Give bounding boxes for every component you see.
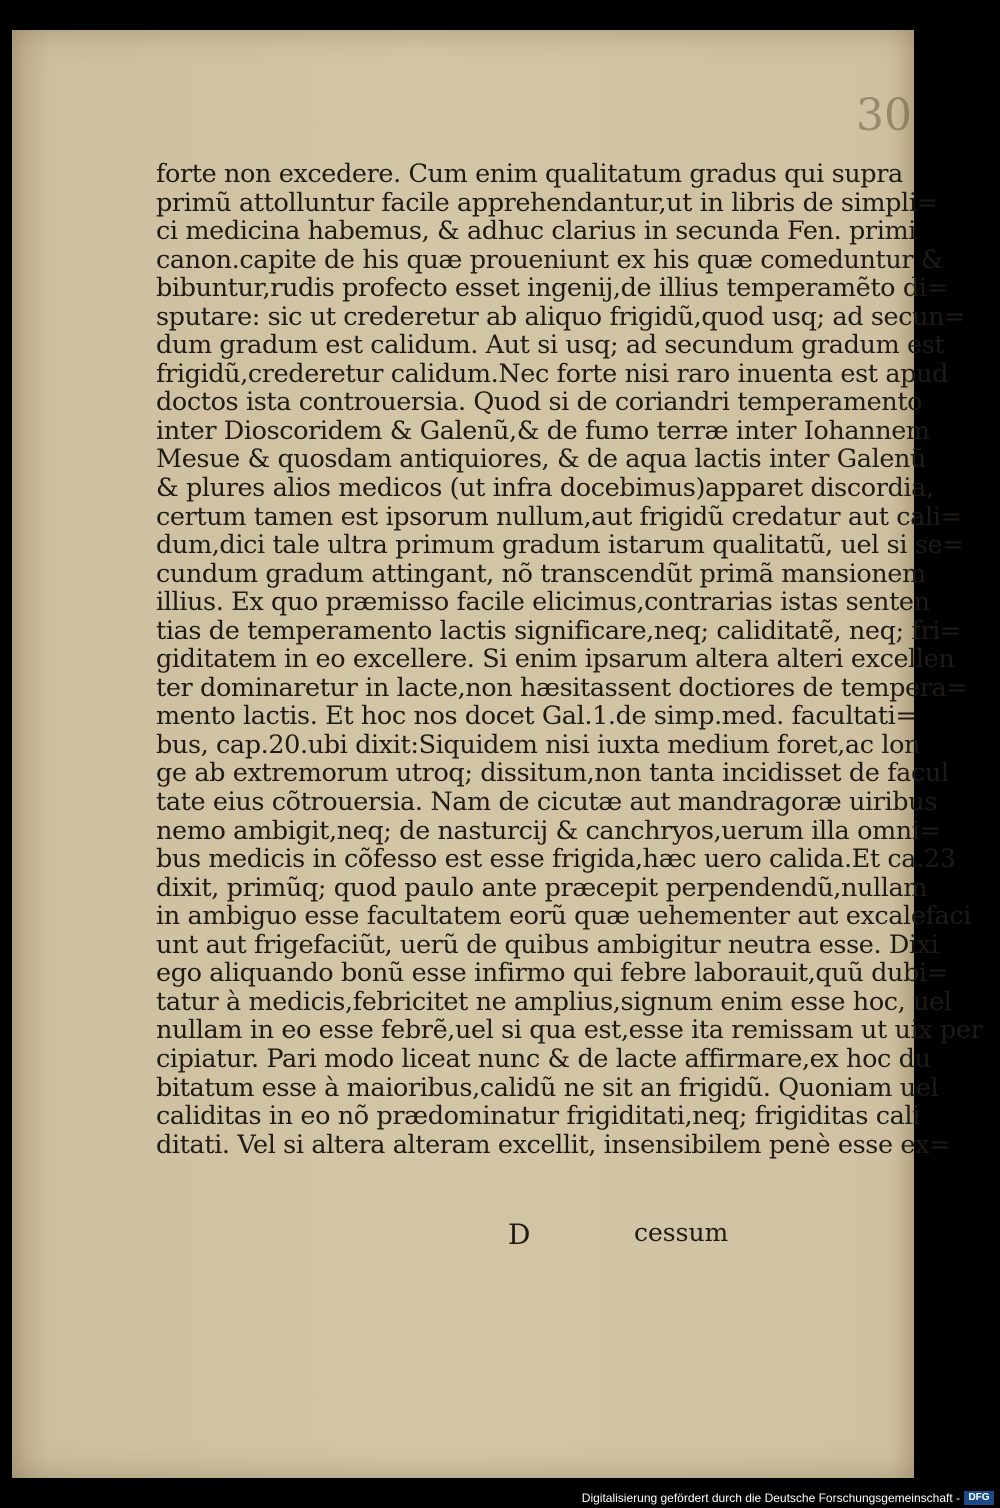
text-line: bus medicis in cõfesso est esse frigida,hæc uero calida.Et ca.23 (156, 844, 956, 875)
text-line: bus, cap.20.ubi dixit:Siquidem nisi iuxta medium foret,ac lon (156, 729, 921, 760)
text-line: forte non excedere. Cum enim qualitatum gradus qui supra (156, 159, 903, 189)
text-line: ci medicina habemus, & adhuc clarius in secunda Fen. primi (156, 216, 917, 247)
text-line: cundum gradum attingant, nõ transcendũt primã mansionem (156, 558, 926, 589)
text-line: frigidũ,crederetur calidum.Nec forte nisi raro inuenta est apud (156, 358, 949, 389)
text-line: ge ab extremorum utroq; dissitum,non tanta incidisset de facul (156, 758, 949, 789)
body-text (156, 159, 983, 1160)
text-line: illius. Ex quo præmisso facile elicimus,contrarias istas senten (156, 587, 930, 618)
text-line: unt aut frigefaciũt, uerũ de quibus ambigitur neutra esse. Dixi (156, 929, 939, 960)
text-line: certum tamen est ipsorum nullum,aut frigidũ credatur aut cali= (156, 501, 962, 532)
text-line: inter Dioscoridem & Galenũ,& de fumo terræ inter Iohannem (156, 415, 930, 446)
text-line: tate eius cõtrouersia. Nam de cicutæ aut mandragoræ uiribus (156, 787, 937, 818)
text-line: mento lactis. Et hoc nos docet Gal.1.de simp.med. facultati= (156, 701, 917, 732)
text-line: nullam in eo esse febrẽ,uel si qua est,esse ita remissam ut uix per (156, 1015, 983, 1046)
footer-credit: Digitalisierung gefördert durch die Deutsche Forschungsgemeinschaft - (581, 1491, 960, 1505)
text-line: nemo ambigit,neq; de nasturcij & canchryos,uerum illa omni= (156, 815, 941, 846)
catchword: cessum (634, 1218, 729, 1247)
text-line: doctos ista controuersia. Quod si de coriandri temperamento (156, 387, 923, 418)
text-line: dixit, primũq; quod paulo ante præcepit perpendendũ,nullam (156, 872, 928, 903)
text-line: caliditas in eo nõ prædominatur frigiditati,neq; frigiditas cali (156, 1101, 920, 1132)
text-line: ditati. Vel si altera alteram excellit, insensibilem penè esse ex= (156, 1129, 951, 1160)
text-line: cipiatur. Pari modo liceat nunc & de lacte affirmare,ex hoc du (156, 1043, 931, 1074)
text-line: dum gradum est calidum. Aut si usq; ad secundum gradum est (156, 330, 945, 361)
signature-mark: D (508, 1218, 531, 1251)
page-number: 30 (856, 90, 912, 141)
text-line: bitatum esse à maioribus,calidũ ne sit an frigidũ. Quoniam uel (156, 1072, 939, 1103)
text-line: & plures alios medicos (ut infra docebimus)apparet discordia, (156, 473, 934, 504)
text-line: dum,dici tale ultra primum gradum istarum qualitatũ, uel si se= (156, 530, 964, 561)
text-line: bibuntur,rudis profecto esset ingenij,de illius temperamẽto di= (156, 273, 948, 304)
dfg-logo: DFG (964, 1491, 994, 1505)
text-line: canon.capite de his quæ proueniunt ex his quæ comeduntur & (156, 244, 944, 275)
text-line: in ambiguo esse facultatem eorũ quæ uehementer aut excalefaci (156, 901, 971, 932)
text-line: Mesue & quosdam antiquiores, & de aqua lactis inter Galenũ (156, 444, 927, 475)
text-line: tias de temperamento lactis significare,neq; caliditatẽ, neq; fri= (156, 615, 961, 646)
text-line: giditatem in eo excellere. Si enim ipsarum altera alteri excellen (156, 644, 955, 675)
text-line: tatur à medicis,febricitet ne amplius,signum enim esse hoc, uel (156, 986, 952, 1017)
text-line: ter dominaretur in lacte,non hæsitassent doctiores de tempera= (156, 672, 968, 703)
text-line: sputare: sic ut crederetur ab aliquo frigidũ,quod usq; ad secun= (156, 301, 966, 332)
text-line: ego aliquando bonũ esse infirmo qui febre laborauit,quũ dubi= (156, 958, 948, 989)
text-line: primũ attolluntur facile apprehendantur,ut in libris de simpli= (156, 187, 938, 218)
